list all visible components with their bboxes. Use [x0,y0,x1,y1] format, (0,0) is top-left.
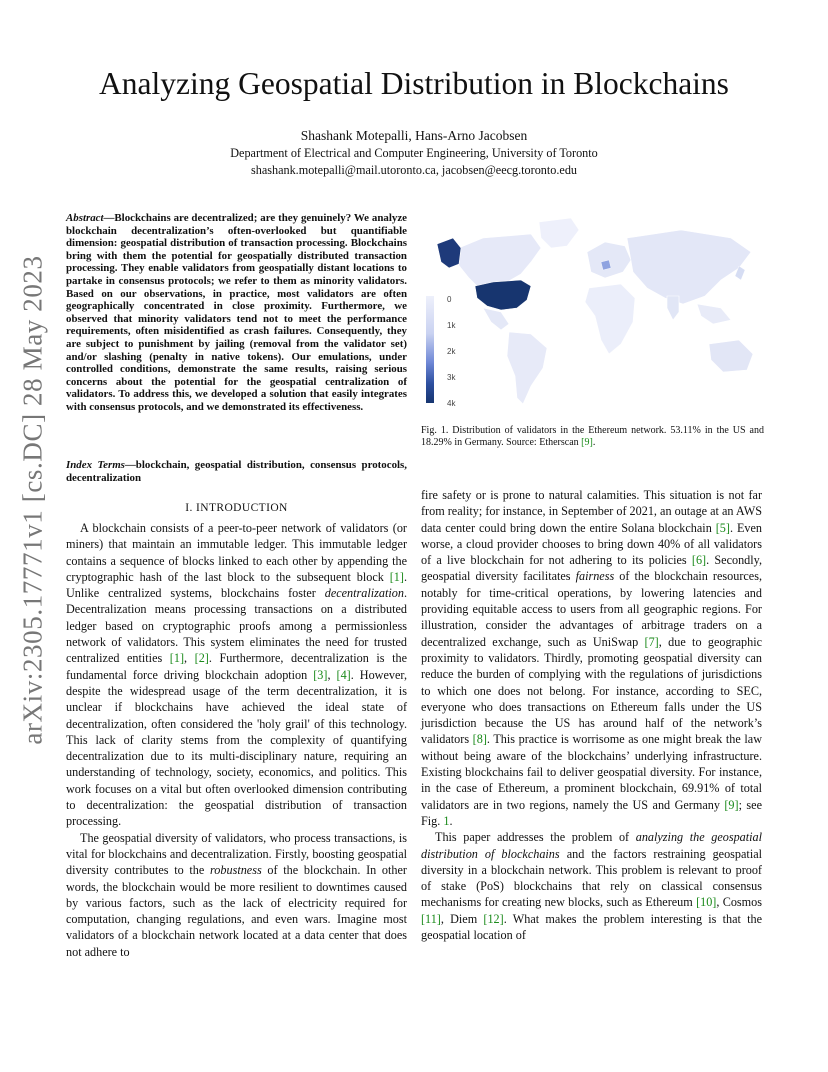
emphasis: robustness [210,863,262,878]
text: . However, despite the widespread usage of the term decentralization, it is unclear if blockchains have achieved the ideal state of decentralization, often considered the 'holy grail' of this technology. This lack of clarity stems from the complexity of quantifying decentralization due to its multi-disciplinary nature, requiring an understanding of technology, society, economics, and politics. This work focuses on a vital but often overlooked dimension contributing to decentralization: the geospatial distribution of transaction processing. [66,667,408,829]
map-asia [627,230,751,304]
text: fire safety or is prone to natural calamities. This situation is not far from reality; for instance, in September of 2021, an outage at an AWS data center could bring down the entire Solana blockchain [421,488,762,535]
colorbar-label: 3k [447,373,456,382]
citation-link[interactable]: [2] [194,651,209,666]
citation-link[interactable]: [4] [336,667,351,682]
arxiv-identifier: arXiv:2305.17771v1 [cs.DC] 28 May 2023 [17,255,48,745]
text: ; see Fig. [421,797,762,828]
colorbar [426,296,434,403]
text: . This practice is worrisome as one might break the law without being aware of the blockchains’ underlying infrastructure. Existing blockchains fail to deliver geospatial diversity. For instance, in the case of Ethereum, a prominent blockchain, 69.91% of total validators are in two regions, namely the US and Germany [421,732,762,812]
map-alaska [437,238,461,268]
map-greenland [539,218,579,248]
arxiv-sidebar [17,255,48,745]
caption-text: Fig. 1. Distribution of validators in the Ethereum network. 53.11% in the US and 18.29% in Germany. Source: Etherscan [421,425,764,449]
emphasis: fairness [575,569,615,584]
index-terms [66,459,407,484]
paragraph [421,829,762,943]
validator-distribution-map [421,208,765,418]
colorbar-label: 0 [447,295,452,304]
text: . [449,813,453,828]
text: A blockchain consists of a peer-to-peer network of validators (or miners) that maintain an immutable ledger. This immutable ledger contains a sequence of blocks linked to each other by appending the cryptographic hash of the last block to the subsequent block [66,521,407,584]
text: of the blockchain resources, notably for time-critical operations, by lowering latencies and providing equitable access to users from all geographic regions. For illustration, consider the advantages of arbitrage traders on a decentralized exchange, such as UniSwap [421,569,762,649]
index-terms-label: Index Terms [66,459,125,471]
map-mexico [483,308,509,330]
map-united-states [475,280,531,310]
text: . Even worse, a cloud provider chooses to bring down 40% of all validators of a live blockchain for not adhering to its policies [421,520,762,568]
figure-caption [421,425,764,450]
text: , due to geographic proximity to validators. Thirdly, promoting geospatial diversity can reduce the burden of complying with the regulations of jurisdictions to which one does not belong. For instance, according to SEC, everyone who does transactions on Ethereum falls under the US jurisdiction because the US has around half of the network’s validators [421,634,763,747]
world-map-svg [421,208,765,418]
map-southeast-asia [697,304,731,324]
citation-link[interactable]: [10] [696,895,717,910]
citation-link[interactable]: [6] [691,553,707,568]
text: The geospatial diversity of validators, who process transactions, is vital for blockchains and decentralization. Firstly, boosting geospatial diversity contributes to the [66,830,407,878]
map-germany [601,260,611,270]
text: . Furthermore, decentralization is the fundamental force driving blockchain adoption [66,651,407,682]
paragraph [421,487,762,829]
left-column [66,520,407,960]
citation-link[interactable]: [1] [389,569,404,584]
emphasis: analyzing the geospatial distribution of blockchains [421,830,763,861]
paper-affiliation: Department of Electrical and Computer Engineering, University of Toronto [230,146,598,160]
citation-link[interactable]: [9] [581,437,593,449]
colorbar-label: 1k [447,321,456,330]
text: and the factors restraining geospatial diversity in a blockchain network. This problem is relevant to proof of stake (PoS) blockchains that rely on classical consensus mechanisms for creating new blocks, such as Ethereum [421,846,762,910]
text: , Cosmos [716,895,762,910]
text: This paper addresses the problem of [435,830,636,845]
citation-link[interactable]: [8] [472,732,487,747]
abstract-text: —Blockchains are decentralized; are they genuinely? We analyze blockchain decentralization’s often-overlooked but quantifiable dimension: geospatial distribution of transaction processing. Blockchains bring with them the potential for geospatially distributed transaction processing. They enable validators from geospatially distant locations to partake in consensus protocols; we refer to them as minority validators. Based on our observations, in practice, most validators are often geographically concentrated in close proximity. Furthermore, we observed that minority validators tend not to meet the performance requirements, often misidentified as crash failures. Consequently, they are subject to punishment by jailing (removal from the validator set) and/or slashing (penalty in native tokens). Our emulations, under controlled conditions, demonstrate the same results, raising serious concerns about the potential for the geospatial centralization of validators. To address this, we developed a solution that easily integrates with consensus protocols, and we demonstrated its effectiveness. [66,212,407,413]
citation-link[interactable]: [9] [724,797,739,812]
map-south-america [507,332,547,404]
paragraph [66,520,407,830]
map-canada [449,234,541,288]
citation-link[interactable]: [7] [644,634,659,649]
citation-link[interactable]: [5] [715,520,730,535]
text: , Diem [440,911,484,926]
abstract [66,212,407,414]
map-africa [585,284,635,354]
right-column [421,487,762,943]
citation-link[interactable]: [11] [421,911,441,926]
text: , [327,667,337,682]
colorbar-label: 4k [447,399,456,408]
abstract-label: Abstract [66,212,104,224]
citation-link[interactable]: [3] [313,667,328,682]
emphasis: decentralization [324,586,404,601]
index-terms-text: —blockchain, geospatial distribution, consensus protocols, decentralization [66,459,407,484]
figure-reference-link[interactable]: 1 [443,813,450,828]
text: , [184,651,195,666]
colorbar-label: 2k [447,347,456,356]
paper-authors: Shashank Motepalli, Hans-Arno Jacobsen [300,128,528,143]
text: . What makes the problem interesting is that the geospatial location of [421,911,762,943]
map-india [667,296,679,320]
citation-link[interactable]: [12] [483,911,504,926]
paper-title: Analyzing Geospatial Distribution in Blockchains [99,66,729,101]
paper-email: shashank.motepalli@mail.utoronto.ca, jacobsen@eecg.toronto.edu [250,163,578,177]
text: . Secondly, geospatial diversity facilitates [421,553,762,584]
paragraph [66,830,407,960]
citation-link[interactable]: [1] [169,651,185,666]
text: . Unlike centralized systems, blockchains foster [66,569,407,601]
map-australia [709,340,753,372]
caption-text: . [592,437,596,449]
text: of the blockchain. In other words, the blockchain would be more resilient to downtimes caused by various factors, such as the lack of electricity required for computation, changing regulations, and even wars. Imagine most validators of a blockchain network located at a data center that does not adhere to [66,863,407,959]
text: . Decentralization means processing transactions on a distributed ledger based on cryptographic proofs among a permissionless network of validators. This system eliminates the need for trusted centralized entities [66,586,407,666]
section-heading: I. INTRODUCTION [185,502,288,514]
